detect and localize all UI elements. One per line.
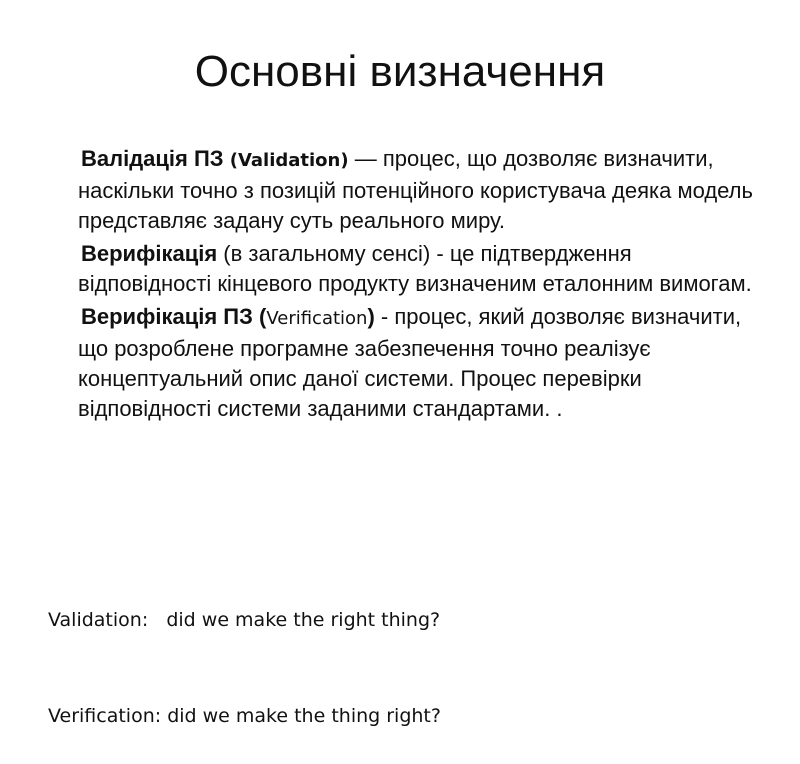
- definitions-block: [78, 144, 758, 427]
- validation-latin-term: (Validation): [229, 150, 349, 171]
- validation-term: Валідація ПЗ: [81, 146, 224, 171]
- validation-definition: [78, 144, 758, 236]
- verification-general-text: (в загальному сенсі) - це підтвердження відповідності кінцевого продукту визначеним еталонним вимогам.: [78, 241, 752, 296]
- verification-summary-line: Verification: did we make the thing right?: [48, 705, 441, 727]
- slide-title: Основні визначення: [194, 47, 606, 96]
- verification-sw-close-paren: ): [367, 304, 375, 329]
- verification-sw-open-paren: (: [252, 304, 267, 329]
- validation-text: — процес, що дозволяє визначити, наскільки точно з позицій потенційного користувача деяка модель представляє задану суть реального миру.: [78, 146, 753, 233]
- validation-summary-line: Validation: did we make the right thing?: [48, 609, 441, 631]
- verification-sw-definition: [78, 302, 758, 424]
- summary-lines: [48, 540, 788, 764]
- verification-sw-text: - процес, який дозволяє визначити, що розроблене програмне забезпечення точно реалізує концептуальний опис даної системи. Процес перевірки відповідності системи заданими стандартами. .: [78, 304, 742, 421]
- verification-sw-latin-term: Verification: [266, 308, 368, 329]
- verification-general-term: Верифікація: [81, 241, 218, 266]
- verification-sw-term: Верифікація ПЗ: [81, 304, 253, 329]
- verification-general-definition: [78, 239, 758, 299]
